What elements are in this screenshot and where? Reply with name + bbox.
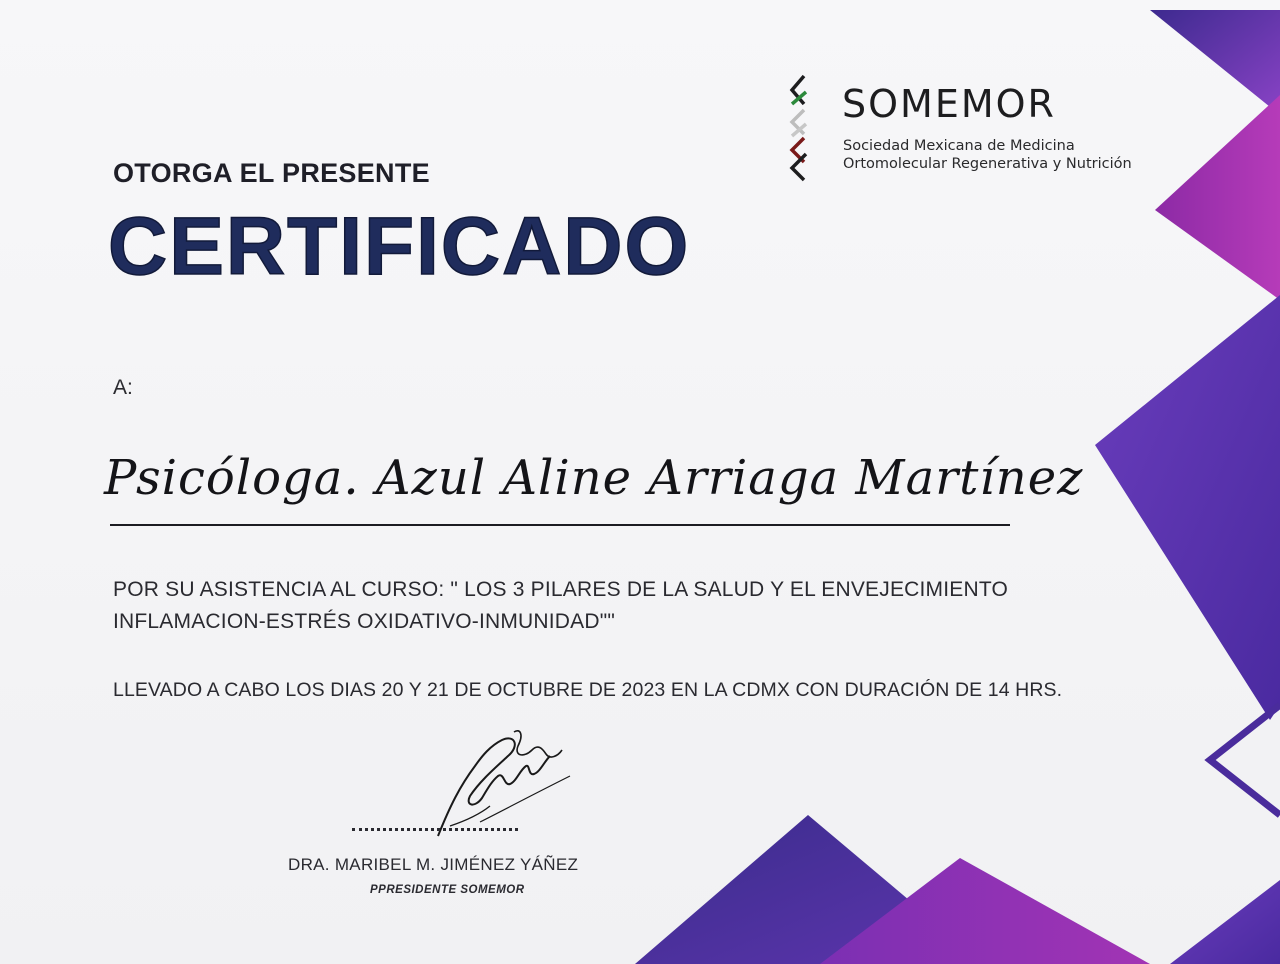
organization-subtitle bbox=[843, 137, 1153, 173]
recipient-underline bbox=[110, 524, 1010, 526]
organization-subtitle-line1: Sociedad Mexicana de Medicina bbox=[843, 138, 1075, 154]
course-description bbox=[113, 574, 1113, 638]
triangle-right-large bbox=[1095, 295, 1280, 720]
recipient-label: A: bbox=[113, 376, 133, 399]
signer-name: DRA. MARIBEL M. JIMÉNEZ YÁÑEZ bbox=[288, 855, 579, 874]
triangle-top-right bbox=[1150, 10, 1280, 115]
signer-role: PPRESIDENTE SOMEMOR bbox=[370, 884, 525, 896]
chevron-right-outline bbox=[1210, 705, 1280, 815]
certificate-title: CERTIFICADO bbox=[108, 201, 691, 292]
organization-logo-name: SOMEMOR bbox=[842, 82, 1056, 126]
course-line-1: POR SU ASISTENCIA AL CURSO: " LOS 3 PILARES DE LA SALUD Y EL ENVEJECIMIENTO bbox=[113, 578, 1009, 601]
event-details: LLEVADO A CABO LOS DIAS 20 Y 21 DE OCTUBRE DE 2023 EN LA CDMX CON DURACIÓN DE 14 HRS. bbox=[113, 679, 1063, 701]
triangle-bottom-right bbox=[1170, 880, 1280, 964]
signature-dotted-line bbox=[352, 828, 518, 837]
triangle-right-magenta bbox=[1155, 95, 1280, 300]
course-line-2: INFLAMACION-ESTRÉS OXIDATIVO-INMUNIDAD"" bbox=[113, 610, 616, 633]
dna-logo-icon bbox=[786, 74, 812, 182]
organization-subtitle-line2: Ortomolecular Regenerativa y Nutrición bbox=[843, 156, 1132, 172]
recipient-name: Psicóloga. Azul Aline Arriaga Martínez bbox=[104, 450, 1084, 506]
pre-title: OTORGA EL PRESENTE bbox=[113, 158, 430, 188]
